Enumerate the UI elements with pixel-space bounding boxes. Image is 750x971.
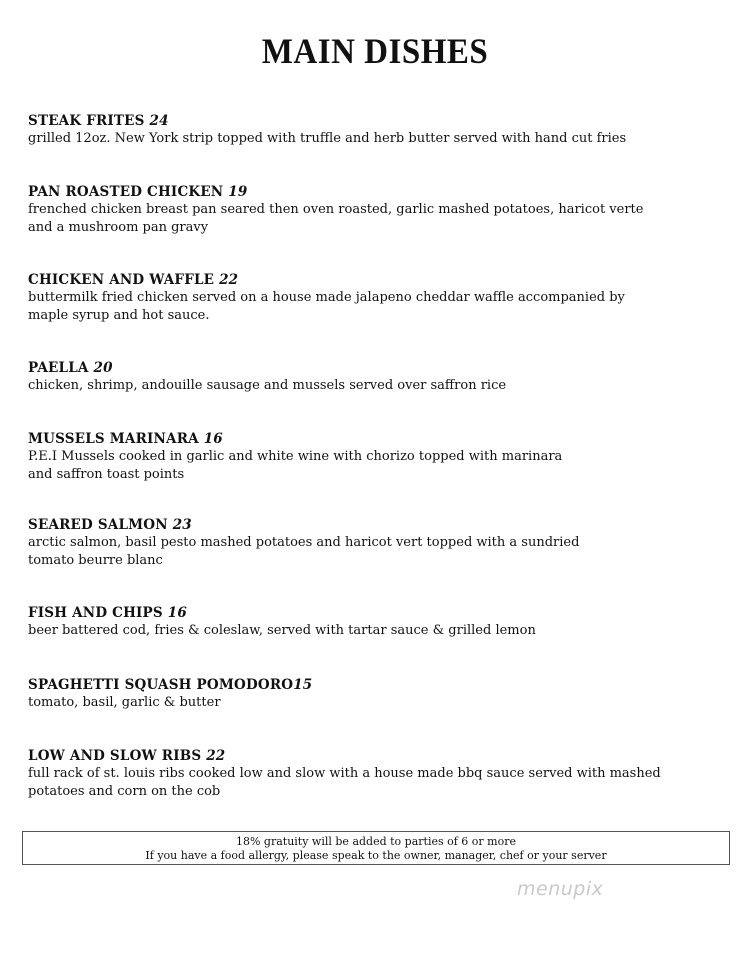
item-name: FISH AND CHIPS — [28, 605, 163, 621]
item-description: full rack of st. louis ribs cooked low and slow with a house made bbq sauce served with mashed — [28, 766, 661, 781]
menu-item-fish-and-chips — [28, 605, 728, 640]
item-name: LOW AND SLOW RIBS — [28, 748, 202, 764]
menu-item-low-and-slow-ribs — [28, 748, 728, 800]
item-price: 15 — [293, 677, 313, 693]
menu-item-mussels-marinara — [28, 431, 728, 483]
item-name: STEAK FRITES — [28, 113, 145, 129]
menupix-watermark: menupix — [517, 878, 604, 900]
item-name: SPAGHETTI SQUASH POMODORO — [28, 677, 294, 693]
item-name: PAN ROASTED CHICKEN — [28, 184, 224, 200]
menu-item-paella — [28, 360, 728, 395]
item-description: arctic salmon, basil pesto mashed potatoes and haricot vert topped with a sundried — [28, 535, 580, 550]
item-description: beer battered cod, fries & coleslaw, served with tartar sauce & grilled lemon — [28, 623, 536, 638]
gratuity-notice: 18% gratuity will be added to parties of 6 or more — [235, 835, 517, 848]
item-description: tomato, basil, garlic & butter — [28, 695, 221, 710]
menu-item-pan-roasted-chicken — [28, 184, 728, 236]
item-description: grilled 12oz. New York strip topped with truffle and herb butter served with hand cut fries — [28, 131, 627, 146]
item-description: frenched chicken breast pan seared then oven roasted, garlic mashed potatoes, haricot verte — [28, 202, 644, 217]
item-description-line2: tomato beurre blanc — [28, 552, 163, 568]
item-price: 23 — [172, 517, 192, 533]
item-price: 24 — [149, 113, 169, 129]
item-description-line2: maple syrup and hot sauce. — [28, 307, 210, 323]
item-price: 22 — [219, 272, 239, 288]
item-price: 19 — [228, 184, 248, 200]
item-price: 22 — [206, 748, 226, 764]
item-description-line2: potatoes and corn on the cob — [28, 783, 221, 799]
item-description: P.E.I Mussels cooked in garlic and white wine with chorizo topped with marinara — [28, 449, 563, 464]
item-name: MUSSELS MARINARA — [28, 431, 199, 447]
item-description-line2: and a mushroom pan gravy — [28, 219, 209, 235]
menu-item-chicken-and-waffle — [28, 272, 728, 324]
item-description: chicken, shrimp, andouille sausage and mussels served over saffron rice — [28, 378, 507, 393]
item-description: buttermilk fried chicken served on a house made jalapeno cheddar waffle accompanied by — [28, 290, 625, 305]
menu-item-seared-salmon — [28, 517, 728, 569]
menu-item-spaghetti-squash-pomodoro — [28, 677, 728, 712]
item-description-line2: and saffron toast points — [28, 466, 185, 482]
menu-item-steak-frites — [28, 113, 728, 148]
page-title: MAIN DISHES — [261, 32, 489, 72]
item-name: CHICKEN AND WAFFLE — [28, 272, 215, 288]
item-price: 16 — [203, 431, 223, 447]
item-name: PAELLA — [28, 360, 89, 376]
allergy-notice: If you have a food allergy, please speak to the owner, manager, chef or your server — [145, 848, 607, 862]
item-price: 20 — [93, 360, 113, 376]
gratuity-allergy-notice — [22, 831, 730, 865]
item-name: SEARED SALMON — [28, 517, 168, 533]
item-price: 16 — [167, 605, 187, 621]
